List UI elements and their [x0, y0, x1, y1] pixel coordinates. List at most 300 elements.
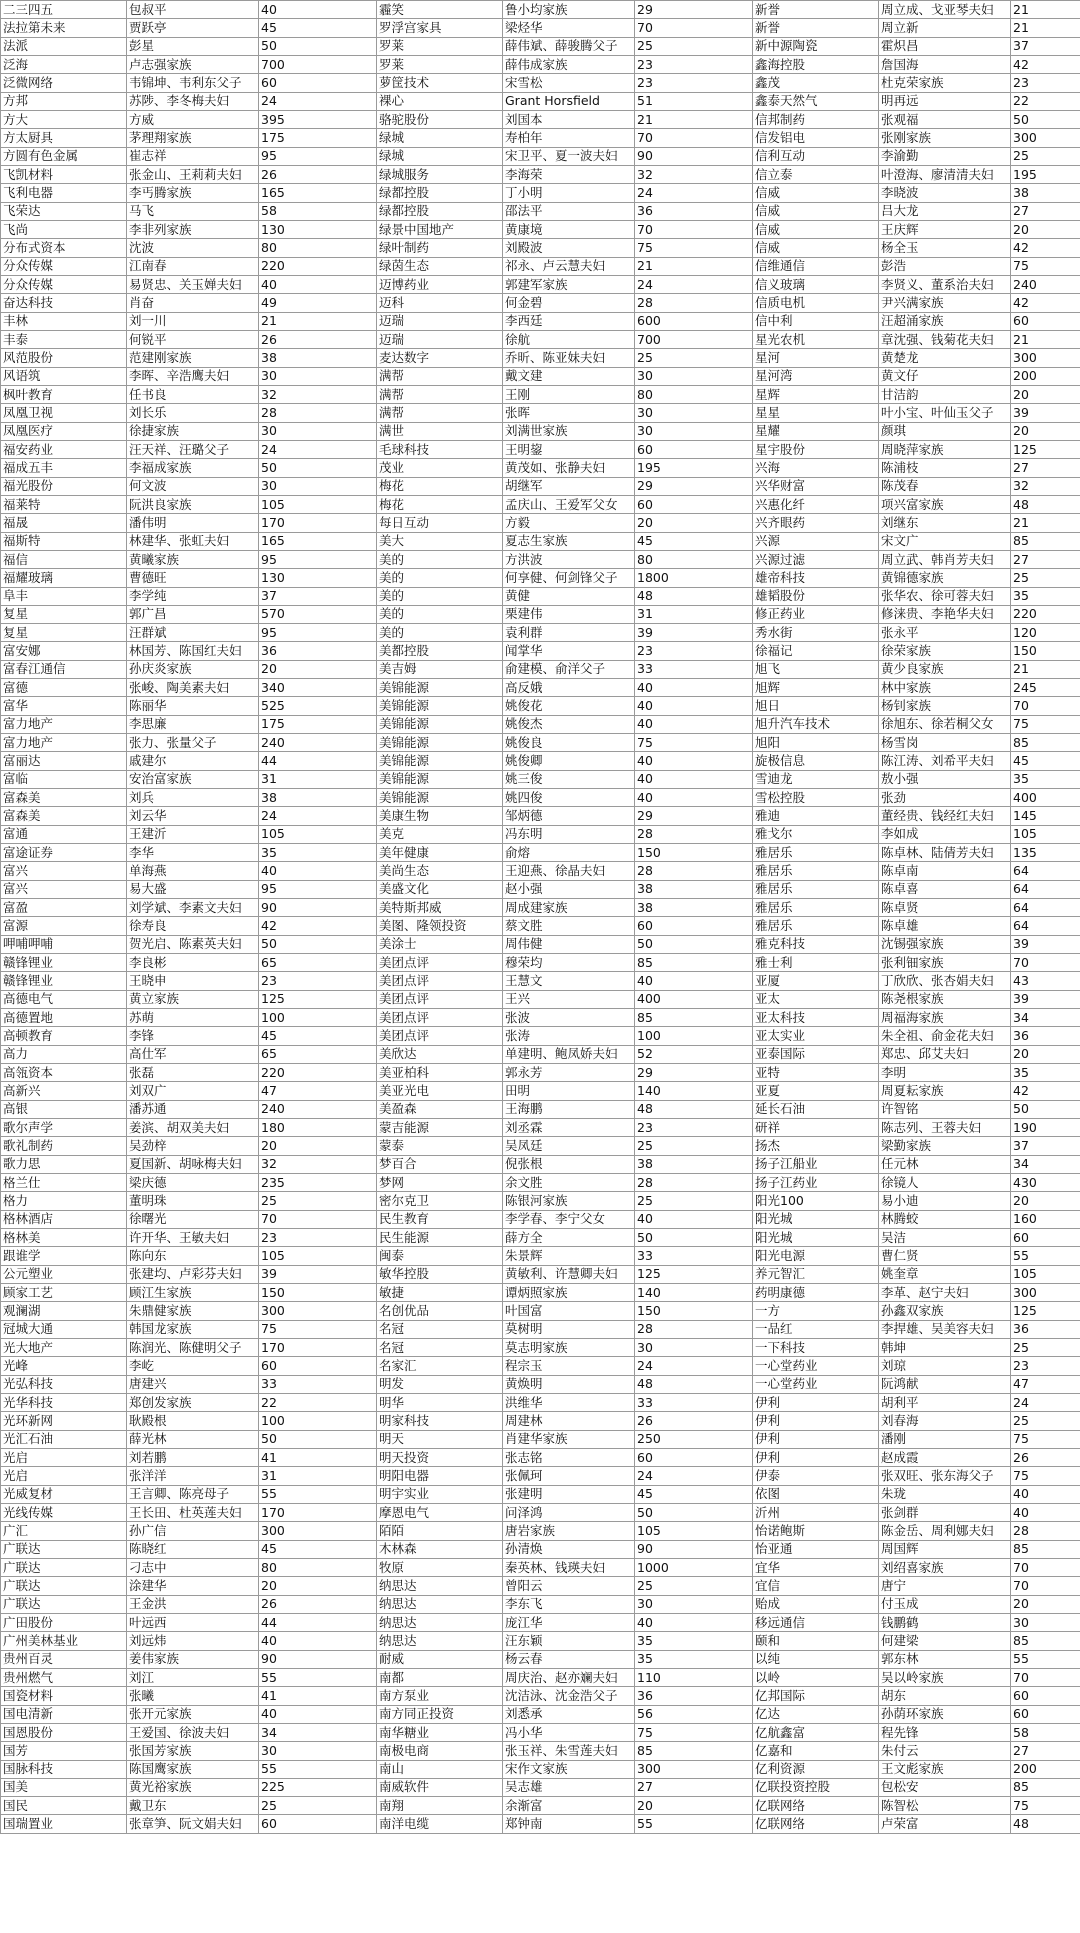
wealth-cell[interactable]: 220: [259, 257, 377, 275]
company-cell[interactable]: 迈瑞: [377, 312, 503, 330]
wealth-cell[interactable]: 23: [635, 1119, 753, 1137]
wealth-cell[interactable]: 95: [259, 880, 377, 898]
owner-cell[interactable]: 王言卿、陈亮母子: [127, 1485, 259, 1503]
company-cell[interactable]: 富力地产: [1, 734, 127, 752]
company-cell[interactable]: 毛球科技: [377, 440, 503, 458]
wealth-cell[interactable]: 80: [259, 239, 377, 257]
company-cell[interactable]: 裸心: [377, 92, 503, 110]
wealth-cell[interactable]: 56: [635, 1705, 753, 1723]
company-cell[interactable]: 雅居乐: [753, 899, 879, 917]
wealth-cell[interactable]: 24: [259, 440, 377, 458]
wealth-cell[interactable]: 40: [1011, 1485, 1080, 1503]
wealth-cell[interactable]: 245: [1011, 679, 1080, 697]
wealth-cell[interactable]: 30: [259, 477, 377, 495]
owner-cell[interactable]: 韩坤: [879, 1338, 1011, 1356]
company-cell[interactable]: 南方泵业: [377, 1687, 503, 1705]
owner-cell[interactable]: 王晓申: [127, 972, 259, 990]
owner-cell[interactable]: 刘绍喜家族: [879, 1558, 1011, 1576]
owner-cell[interactable]: 孙广信: [127, 1522, 259, 1540]
wealth-cell[interactable]: 45: [1011, 752, 1080, 770]
company-cell[interactable]: 宜信: [753, 1577, 879, 1595]
wealth-cell[interactable]: 32: [1011, 477, 1080, 495]
wealth-cell[interactable]: 250: [635, 1430, 753, 1448]
owner-cell[interactable]: 董明珠: [127, 1192, 259, 1210]
owner-cell[interactable]: 刘兵: [127, 789, 259, 807]
company-cell[interactable]: 陌陌: [377, 1522, 503, 1540]
owner-cell[interactable]: 梁勤家族: [879, 1137, 1011, 1155]
owner-cell[interactable]: 叶澄海、廖清清夫妇: [879, 165, 1011, 183]
company-cell[interactable]: 罗莱: [377, 55, 503, 73]
wealth-cell[interactable]: 25: [1011, 147, 1080, 165]
wealth-cell[interactable]: 60: [1011, 1228, 1080, 1246]
company-cell[interactable]: 亿联网络: [753, 1815, 879, 1833]
company-cell[interactable]: 满世: [377, 422, 503, 440]
company-cell[interactable]: 雅居乐: [753, 844, 879, 862]
company-cell[interactable]: 广联达: [1, 1558, 127, 1576]
company-cell[interactable]: 星河湾: [753, 367, 879, 385]
company-cell[interactable]: 美锦能源: [377, 770, 503, 788]
owner-cell[interactable]: 李屹: [127, 1357, 259, 1375]
owner-cell[interactable]: 王迎燕、徐晶夫妇: [503, 862, 635, 880]
wealth-cell[interactable]: 40: [635, 972, 753, 990]
wealth-cell[interactable]: 40: [259, 1632, 377, 1650]
wealth-cell[interactable]: 29: [635, 1064, 753, 1082]
company-cell[interactable]: 怡亚通: [753, 1540, 879, 1558]
owner-cell[interactable]: 杨雪岗: [879, 734, 1011, 752]
owner-cell[interactable]: 姚三俊: [503, 770, 635, 788]
company-cell[interactable]: 南方同正投资: [377, 1705, 503, 1723]
company-cell[interactable]: 光环新网: [1, 1412, 127, 1430]
wealth-cell[interactable]: 60: [635, 495, 753, 513]
owner-cell[interactable]: 乔昕、陈亚妹夫妇: [503, 349, 635, 367]
owner-cell[interactable]: 孙清焕: [503, 1540, 635, 1558]
owner-cell[interactable]: 黄少良家族: [879, 660, 1011, 678]
wealth-cell[interactable]: 90: [635, 1540, 753, 1558]
owner-cell[interactable]: 林腾蛟: [879, 1210, 1011, 1228]
company-cell[interactable]: 亚特: [753, 1064, 879, 1082]
owner-cell[interactable]: 林建华、张虹夫妇: [127, 532, 259, 550]
owner-cell[interactable]: 唐建兴: [127, 1375, 259, 1393]
company-cell[interactable]: 观澜湖: [1, 1302, 127, 1320]
wealth-cell[interactable]: 130: [259, 220, 377, 238]
company-cell[interactable]: 民生教育: [377, 1210, 503, 1228]
wealth-cell[interactable]: 160: [1011, 1210, 1080, 1228]
company-cell[interactable]: 高德置地: [1, 1009, 127, 1027]
wealth-cell[interactable]: 60: [635, 917, 753, 935]
company-cell[interactable]: 光弘科技: [1, 1375, 127, 1393]
owner-cell[interactable]: 张佩珂: [503, 1467, 635, 1485]
company-cell[interactable]: 亚泰国际: [753, 1045, 879, 1063]
company-cell[interactable]: 敏华控股: [377, 1265, 503, 1283]
owner-cell[interactable]: 张建均、卢彩芬夫妇: [127, 1265, 259, 1283]
wealth-cell[interactable]: 45: [259, 19, 377, 37]
company-cell[interactable]: 南山: [377, 1760, 503, 1778]
wealth-cell[interactable]: 25: [635, 349, 753, 367]
wealth-cell[interactable]: 34: [259, 1723, 377, 1741]
wealth-cell[interactable]: 37: [1011, 1137, 1080, 1155]
owner-cell[interactable]: 姚俊良: [503, 734, 635, 752]
wealth-cell[interactable]: 37: [259, 587, 377, 605]
company-cell[interactable]: 亿航鑫富: [753, 1723, 879, 1741]
wealth-cell[interactable]: 36: [259, 642, 377, 660]
company-cell[interactable]: 蒙泰: [377, 1137, 503, 1155]
owner-cell[interactable]: 穆荣均: [503, 954, 635, 972]
company-cell[interactable]: 美涂士: [377, 935, 503, 953]
wealth-cell[interactable]: 28: [635, 1320, 753, 1338]
company-cell[interactable]: 广联达: [1, 1540, 127, 1558]
wealth-cell[interactable]: 240: [1011, 275, 1080, 293]
owner-cell[interactable]: 董经贵、钱经红夫妇: [879, 807, 1011, 825]
wealth-cell[interactable]: 55: [259, 1485, 377, 1503]
company-cell[interactable]: 沂州: [753, 1503, 879, 1521]
wealth-cell[interactable]: 48: [635, 1375, 753, 1393]
owner-cell[interactable]: 陈浦枝: [879, 459, 1011, 477]
wealth-cell[interactable]: 31: [259, 1467, 377, 1485]
company-cell[interactable]: 富丽达: [1, 752, 127, 770]
wealth-cell[interactable]: 90: [635, 147, 753, 165]
owner-cell[interactable]: 刘远炜: [127, 1632, 259, 1650]
owner-cell[interactable]: 李晓波: [879, 184, 1011, 202]
owner-cell[interactable]: 宋作文家族: [503, 1760, 635, 1778]
owner-cell[interactable]: 沈波: [127, 239, 259, 257]
wealth-cell[interactable]: 55: [1011, 1247, 1080, 1265]
owner-cell[interactable]: 张双旺、张东海父子: [879, 1467, 1011, 1485]
owner-cell[interactable]: 方毅: [503, 514, 635, 532]
owner-cell[interactable]: 詹国海: [879, 55, 1011, 73]
owner-cell[interactable]: 姚俊花: [503, 697, 635, 715]
company-cell[interactable]: 信立泰: [753, 165, 879, 183]
owner-cell[interactable]: 戴文建: [503, 367, 635, 385]
owner-cell[interactable]: 吴以岭家族: [879, 1668, 1011, 1686]
owner-cell[interactable]: 李明: [879, 1064, 1011, 1082]
wealth-cell[interactable]: 75: [635, 734, 753, 752]
wealth-cell[interactable]: 20: [1011, 1045, 1080, 1063]
wealth-cell[interactable]: 90: [259, 899, 377, 917]
owner-cell[interactable]: 安治富家族: [127, 770, 259, 788]
wealth-cell[interactable]: 700: [635, 330, 753, 348]
owner-cell[interactable]: 彭星: [127, 37, 259, 55]
wealth-cell[interactable]: 45: [259, 1027, 377, 1045]
company-cell[interactable]: 广州美林基业: [1, 1632, 127, 1650]
owner-cell[interactable]: 刘江: [127, 1668, 259, 1686]
owner-cell[interactable]: 刘学斌、李素文夫妇: [127, 899, 259, 917]
wealth-cell[interactable]: 20: [635, 1797, 753, 1815]
wealth-cell[interactable]: 64: [1011, 899, 1080, 917]
wealth-cell[interactable]: 32: [259, 1155, 377, 1173]
owner-cell[interactable]: 吴凤廷: [503, 1137, 635, 1155]
company-cell[interactable]: 国恩股份: [1, 1723, 127, 1741]
owner-cell[interactable]: 王海鹏: [503, 1100, 635, 1118]
company-cell[interactable]: 美欣达: [377, 1045, 503, 1063]
company-cell[interactable]: 信威: [753, 184, 879, 202]
wealth-cell[interactable]: 180: [259, 1119, 377, 1137]
wealth-cell[interactable]: 105: [259, 1247, 377, 1265]
company-cell[interactable]: 分布式资本: [1, 239, 127, 257]
owner-cell[interactable]: 夏志生家族: [503, 532, 635, 550]
company-cell[interactable]: 美的: [377, 624, 503, 642]
company-cell[interactable]: 明华: [377, 1393, 503, 1411]
owner-cell[interactable]: 任书良: [127, 385, 259, 403]
owner-cell[interactable]: 易大盛: [127, 880, 259, 898]
owner-cell[interactable]: 郑忠、邱艾夫妇: [879, 1045, 1011, 1063]
owner-cell[interactable]: 刘双广: [127, 1082, 259, 1100]
company-cell[interactable]: 伊泰: [753, 1467, 879, 1485]
wealth-cell[interactable]: 45: [635, 532, 753, 550]
owner-cell[interactable]: 吴志雄: [503, 1778, 635, 1796]
company-cell[interactable]: 美图、隆领投资: [377, 917, 503, 935]
company-cell[interactable]: 美锦能源: [377, 715, 503, 733]
company-cell[interactable]: 美克: [377, 825, 503, 843]
company-cell[interactable]: 南极电商: [377, 1742, 503, 1760]
wealth-cell[interactable]: 39: [1011, 990, 1080, 1008]
company-cell[interactable]: 萝筐技术: [377, 74, 503, 92]
owner-cell[interactable]: 张波: [503, 1009, 635, 1027]
company-cell[interactable]: 呷哺呷哺: [1, 935, 127, 953]
company-cell[interactable]: 美都控股: [377, 642, 503, 660]
company-cell[interactable]: 纳思达: [377, 1577, 503, 1595]
owner-cell[interactable]: 颜琪: [879, 422, 1011, 440]
wealth-cell[interactable]: 70: [1011, 954, 1080, 972]
owner-cell[interactable]: 冯小华: [503, 1723, 635, 1741]
wealth-cell[interactable]: 42: [1011, 1082, 1080, 1100]
owner-cell[interactable]: 孙庆炎家族: [127, 660, 259, 678]
owner-cell[interactable]: 张洋洋: [127, 1467, 259, 1485]
company-cell[interactable]: 养元智汇: [753, 1265, 879, 1283]
company-cell[interactable]: 骆驼股份: [377, 110, 503, 128]
wealth-cell[interactable]: 50: [1011, 1100, 1080, 1118]
wealth-cell[interactable]: 150: [635, 1302, 753, 1320]
company-cell[interactable]: 民生能源: [377, 1228, 503, 1246]
owner-cell[interactable]: 潘刚: [879, 1430, 1011, 1448]
company-cell[interactable]: 富盈: [1, 899, 127, 917]
wealth-cell[interactable]: 240: [259, 734, 377, 752]
owner-cell[interactable]: 肖建华家族: [503, 1430, 635, 1448]
wealth-cell[interactable]: 39: [635, 624, 753, 642]
wealth-cell[interactable]: 38: [635, 880, 753, 898]
owner-cell[interactable]: 汪群斌: [127, 624, 259, 642]
wealth-cell[interactable]: 33: [635, 1247, 753, 1265]
company-cell[interactable]: 复星: [1, 624, 127, 642]
wealth-cell[interactable]: 21: [635, 257, 753, 275]
company-cell[interactable]: 信邦制药: [753, 110, 879, 128]
wealth-cell[interactable]: 24: [1011, 1393, 1080, 1411]
owner-cell[interactable]: 李渝勤: [879, 147, 1011, 165]
company-cell[interactable]: 纳思达: [377, 1632, 503, 1650]
wealth-cell[interactable]: 125: [1011, 440, 1080, 458]
company-cell[interactable]: 扬子江船业: [753, 1155, 879, 1173]
wealth-cell[interactable]: 34: [1011, 1009, 1080, 1027]
wealth-cell[interactable]: 70: [259, 1210, 377, 1228]
owner-cell[interactable]: 王建沂: [127, 825, 259, 843]
company-cell[interactable]: 新誉: [753, 1, 879, 19]
wealth-cell[interactable]: 64: [1011, 917, 1080, 935]
owner-cell[interactable]: 李学春、李宁父女: [503, 1210, 635, 1228]
owner-cell[interactable]: 张华农、徐可蓉夫妇: [879, 587, 1011, 605]
wealth-cell[interactable]: 51: [635, 92, 753, 110]
owner-cell[interactable]: 胡继军: [503, 477, 635, 495]
company-cell[interactable]: 枫叶教育: [1, 385, 127, 403]
owner-cell[interactable]: 王金洪: [127, 1595, 259, 1613]
company-cell[interactable]: 富临: [1, 770, 127, 788]
owner-cell[interactable]: 姜伟家族: [127, 1650, 259, 1668]
wealth-cell[interactable]: 30: [635, 367, 753, 385]
owner-cell[interactable]: 莫树明: [503, 1320, 635, 1338]
owner-cell[interactable]: 王刚: [503, 385, 635, 403]
company-cell[interactable]: 明阳电器: [377, 1467, 503, 1485]
company-cell[interactable]: 富途证券: [1, 844, 127, 862]
owner-cell[interactable]: 张磊: [127, 1064, 259, 1082]
owner-cell[interactable]: 李非列家族: [127, 220, 259, 238]
company-cell[interactable]: 信发铝电: [753, 129, 879, 147]
owner-cell[interactable]: 姜滨、胡双美夫妇: [127, 1119, 259, 1137]
owner-cell[interactable]: 张章笋、阮文娟夫妇: [127, 1815, 259, 1833]
wealth-cell[interactable]: 24: [635, 1467, 753, 1485]
wealth-cell[interactable]: 48: [1011, 495, 1080, 513]
company-cell[interactable]: 以纯: [753, 1650, 879, 1668]
company-cell[interactable]: 耐威: [377, 1650, 503, 1668]
owner-cell[interactable]: 尹兴满家族: [879, 294, 1011, 312]
owner-cell[interactable]: 黄锦德家族: [879, 569, 1011, 587]
wealth-cell[interactable]: 700: [259, 55, 377, 73]
company-cell[interactable]: 研祥: [753, 1119, 879, 1137]
company-cell[interactable]: 药明康德: [753, 1283, 879, 1301]
company-cell[interactable]: 亚太: [753, 990, 879, 1008]
wealth-cell[interactable]: 44: [259, 752, 377, 770]
owner-cell[interactable]: 周立成、戈亚琴夫妇: [879, 1, 1011, 19]
owner-cell[interactable]: 张建明: [503, 1485, 635, 1503]
wealth-cell[interactable]: 45: [259, 1540, 377, 1558]
company-cell[interactable]: 绿城服务: [377, 165, 503, 183]
wealth-cell[interactable]: 20: [259, 1137, 377, 1155]
wealth-cell[interactable]: 195: [635, 459, 753, 477]
wealth-cell[interactable]: 38: [259, 789, 377, 807]
owner-cell[interactable]: 陈丽华: [127, 697, 259, 715]
wealth-cell[interactable]: 165: [259, 184, 377, 202]
company-cell[interactable]: 梦百合: [377, 1155, 503, 1173]
wealth-cell[interactable]: 60: [259, 1815, 377, 1833]
owner-cell[interactable]: 蔡文胜: [503, 917, 635, 935]
wealth-cell[interactable]: 20: [1011, 1192, 1080, 1210]
company-cell[interactable]: 赣锋锂业: [1, 954, 127, 972]
company-cell[interactable]: 美盈森: [377, 1100, 503, 1118]
wealth-cell[interactable]: 22: [259, 1393, 377, 1411]
owner-cell[interactable]: 刁志中: [127, 1558, 259, 1576]
owner-cell[interactable]: 朱景辉: [503, 1247, 635, 1265]
owner-cell[interactable]: 戴卫东: [127, 1797, 259, 1815]
owner-cell[interactable]: 李东飞: [503, 1595, 635, 1613]
wealth-cell[interactable]: 23: [1011, 74, 1080, 92]
owner-cell[interactable]: 何建梁: [879, 1632, 1011, 1650]
company-cell[interactable]: 飞荣达: [1, 202, 127, 220]
company-cell[interactable]: 美年健康: [377, 844, 503, 862]
company-cell[interactable]: 亿嘉和: [753, 1742, 879, 1760]
company-cell[interactable]: 光华科技: [1, 1393, 127, 1411]
company-cell[interactable]: 雅士利: [753, 954, 879, 972]
owner-cell[interactable]: 彭浩: [879, 257, 1011, 275]
wealth-cell[interactable]: 60: [1011, 1687, 1080, 1705]
company-cell[interactable]: 绿城: [377, 129, 503, 147]
owner-cell[interactable]: 张永平: [879, 624, 1011, 642]
wealth-cell[interactable]: 47: [1011, 1375, 1080, 1393]
wealth-cell[interactable]: 41: [259, 1448, 377, 1466]
company-cell[interactable]: 满帮: [377, 367, 503, 385]
wealth-cell[interactable]: 35: [635, 1632, 753, 1650]
wealth-cell[interactable]: 75: [1011, 715, 1080, 733]
owner-cell[interactable]: 贺光启、陈素英夫妇: [127, 935, 259, 953]
owner-cell[interactable]: 唐宁: [879, 1577, 1011, 1595]
owner-cell[interactable]: 沈洁泳、沈金浩父子: [503, 1687, 635, 1705]
company-cell[interactable]: 亿利资源: [753, 1760, 879, 1778]
company-cell[interactable]: 富森美: [1, 807, 127, 825]
owner-cell[interactable]: 吴劲梓: [127, 1137, 259, 1155]
company-cell[interactable]: 宜华: [753, 1558, 879, 1576]
wealth-cell[interactable]: 40: [1011, 1503, 1080, 1521]
owner-cell[interactable]: 何锐平: [127, 330, 259, 348]
wealth-cell[interactable]: 32: [259, 385, 377, 403]
company-cell[interactable]: 雄韬股份: [753, 587, 879, 605]
wealth-cell[interactable]: 140: [635, 1283, 753, 1301]
company-cell[interactable]: 光汇石油: [1, 1430, 127, 1448]
owner-cell[interactable]: 杜克荣家族: [879, 74, 1011, 92]
company-cell[interactable]: 富兴: [1, 880, 127, 898]
company-cell[interactable]: 雪迪龙: [753, 770, 879, 788]
owner-cell[interactable]: 宋文广: [879, 532, 1011, 550]
company-cell[interactable]: 雅戈尔: [753, 825, 879, 843]
owner-cell[interactable]: 刘继东: [879, 514, 1011, 532]
wealth-cell[interactable]: 85: [1011, 1632, 1080, 1650]
company-cell[interactable]: 美亚柏科: [377, 1064, 503, 1082]
company-cell[interactable]: 一品红: [753, 1320, 879, 1338]
owner-cell[interactable]: 徐捷家族: [127, 422, 259, 440]
company-cell[interactable]: 福耀玻璃: [1, 569, 127, 587]
wealth-cell[interactable]: 40: [259, 1705, 377, 1723]
company-cell[interactable]: 格力: [1, 1192, 127, 1210]
owner-cell[interactable]: 邵法平: [503, 202, 635, 220]
owner-cell[interactable]: 郑钟南: [503, 1815, 635, 1833]
owner-cell[interactable]: 洪维华: [503, 1393, 635, 1411]
company-cell[interactable]: 飞尚: [1, 220, 127, 238]
company-cell[interactable]: 明家科技: [377, 1412, 503, 1430]
wealth-cell[interactable]: 400: [635, 990, 753, 1008]
company-cell[interactable]: 美团点评: [377, 1009, 503, 1027]
owner-cell[interactable]: 顾江生家族: [127, 1283, 259, 1301]
wealth-cell[interactable]: 70: [1011, 697, 1080, 715]
owner-cell[interactable]: 张涛: [503, 1027, 635, 1045]
owner-cell[interactable]: 马飞: [127, 202, 259, 220]
wealth-cell[interactable]: 95: [259, 147, 377, 165]
wealth-cell[interactable]: 47: [259, 1082, 377, 1100]
owner-cell[interactable]: 潘苏通: [127, 1100, 259, 1118]
wealth-cell[interactable]: 100: [259, 1412, 377, 1430]
owner-cell[interactable]: 姚奎章: [879, 1265, 1011, 1283]
wealth-cell[interactable]: 23: [635, 55, 753, 73]
company-cell[interactable]: 飞利电器: [1, 184, 127, 202]
owner-cell[interactable]: 祁永、卢云慧夫妇: [503, 257, 635, 275]
owner-cell[interactable]: 陈向东: [127, 1247, 259, 1265]
company-cell[interactable]: 美锦能源: [377, 789, 503, 807]
company-cell[interactable]: 纳思达: [377, 1613, 503, 1631]
company-cell[interactable]: 明天投资: [377, 1448, 503, 1466]
owner-cell[interactable]: 张金山、王莉莉夫妇: [127, 165, 259, 183]
wealth-cell[interactable]: 33: [259, 1375, 377, 1393]
wealth-cell[interactable]: 33: [635, 660, 753, 678]
company-cell[interactable]: 每日互动: [377, 514, 503, 532]
owner-cell[interactable]: 梁烃华: [503, 19, 635, 37]
wealth-cell[interactable]: 110: [635, 1668, 753, 1686]
owner-cell[interactable]: 曾阳云: [503, 1577, 635, 1595]
wealth-cell[interactable]: 135: [1011, 844, 1080, 862]
company-cell[interactable]: 阳光城: [753, 1228, 879, 1246]
